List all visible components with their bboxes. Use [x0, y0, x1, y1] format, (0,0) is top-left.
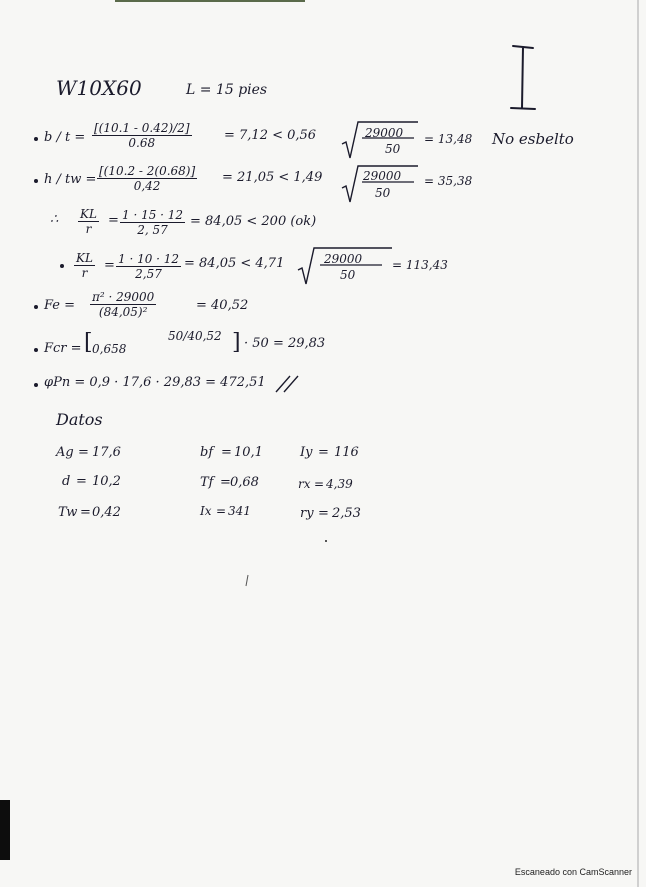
- l2-middle: = 21,05 < 1,49: [222, 170, 323, 185]
- l6-result: · 50 = 29,83: [244, 336, 326, 351]
- l3-lhs-num: KL: [80, 207, 97, 221]
- datos-ix-value: 341: [228, 504, 251, 518]
- l2-numerator: [(10.2 - 2(0.68)]: [99, 164, 196, 178]
- scan-shadow: [0, 800, 10, 860]
- equals: =: [314, 477, 325, 491]
- equals: =: [318, 445, 329, 460]
- therefore-symbol: ∴: [50, 212, 59, 227]
- scan-edge-top: [115, 0, 305, 2]
- l3-lhs-den: r: [85, 222, 92, 236]
- l4-rad-num: 29000: [324, 252, 363, 266]
- l2-result: = 35,38: [424, 174, 473, 188]
- equals: =: [221, 445, 232, 460]
- datos-rx-label: rx: [298, 477, 311, 491]
- l4-numerator: 1 · 10 · 12: [118, 252, 180, 266]
- l2-denominator: 0,42: [133, 179, 161, 193]
- l1-rad-num: 29000: [365, 126, 404, 140]
- l5-result: = 40,52: [196, 298, 249, 313]
- l5-numerator: π² · 29000: [92, 290, 155, 304]
- datos-bf-label: bf: [200, 445, 214, 460]
- pen-dot: [325, 540, 327, 542]
- bullet: [34, 179, 38, 183]
- l6-exponent: 50/40,52: [168, 329, 222, 343]
- l4-lhs-num: KL: [76, 251, 93, 265]
- scan-edge-right: [637, 0, 639, 887]
- l6-lhs: Fcr =: [44, 341, 82, 356]
- l1-lhs: b / t =: [44, 130, 86, 145]
- l1-fraction: [92, 121, 192, 150]
- equals: =: [220, 475, 231, 490]
- l3-result: = 84,05 < 200 (ok): [190, 214, 317, 229]
- l4-middle: = 84,05 < 4,71: [184, 256, 285, 271]
- l2-rad-num: 29000: [363, 169, 402, 183]
- l1-rad-den: 50: [385, 142, 401, 156]
- l3-lhs-fraction: [78, 207, 99, 236]
- l1-numerator: [(10.1 - 0.42)/2]: [94, 121, 190, 135]
- l4-fraction: [116, 252, 181, 281]
- datos-ix-label: Ix: [200, 504, 212, 518]
- datos-ag-label: Ag: [56, 445, 74, 460]
- bullet: [34, 305, 38, 309]
- datos-tw-value: 0,42: [92, 505, 121, 520]
- equals: =: [318, 506, 329, 521]
- bracket-open: [: [84, 330, 93, 355]
- bullet: [60, 264, 64, 268]
- datos-ry-value: 2,53: [332, 506, 361, 521]
- datos-iy-value: 116: [334, 445, 359, 460]
- datos-rx-value: 4,39: [326, 477, 353, 491]
- length-label: L = 15 pies: [186, 82, 268, 98]
- datos-title: Datos: [56, 410, 103, 429]
- double-underline-icon: [274, 372, 304, 394]
- bracket-close: ]: [232, 330, 241, 355]
- datos-ry-label: ry: [300, 506, 314, 521]
- datos-ag-value: 17,6: [92, 445, 121, 460]
- i-beam-icon: [505, 42, 541, 114]
- l2-rad-den: 50: [375, 186, 391, 200]
- datos-tw-label: Tw: [58, 505, 78, 520]
- l3-denominator: 2, 57: [137, 223, 168, 237]
- equals: =: [108, 213, 119, 228]
- l4-lhs-den: r: [81, 266, 88, 280]
- bullet: [34, 137, 38, 141]
- datos-tf-label: Tf: [200, 475, 214, 490]
- l1-denominator: 0.68: [128, 136, 156, 150]
- l5-fraction: [90, 290, 156, 319]
- l4-denominator: 2,57: [135, 267, 162, 281]
- scanner-watermark: Escaneado con CamScanner: [514, 867, 632, 877]
- l2-fraction: [97, 164, 197, 193]
- datos-bf-value: 10,1: [234, 445, 263, 460]
- l4-lhs-fraction: [74, 251, 95, 280]
- l1-note: No esbelto: [492, 130, 574, 148]
- equals: =: [104, 258, 115, 273]
- bullet: [34, 348, 38, 352]
- l2-lhs: h / tw =: [44, 172, 97, 187]
- datos-d-label: d: [62, 474, 71, 489]
- equals: =: [216, 504, 227, 518]
- datos-d-value: 10,2: [92, 474, 121, 489]
- equals: =: [80, 505, 91, 520]
- l4-rad-den: 50: [340, 268, 356, 282]
- l1-middle: = 7,12 < 0,56: [224, 128, 317, 143]
- l6-base: 0,658: [92, 342, 127, 356]
- section-designation: W10X60: [56, 76, 142, 100]
- bullet: [34, 383, 38, 387]
- datos-iy-label: Iy: [300, 445, 313, 460]
- pen-mark: [244, 574, 250, 588]
- l3-numerator: 1 · 15 · 12: [122, 208, 184, 222]
- l1-result: = 13,48: [424, 132, 473, 146]
- equals: =: [76, 474, 87, 489]
- l5-lhs: Fe =: [44, 298, 76, 313]
- equals: =: [78, 445, 89, 460]
- l7-result: φPn = 0,9 · 17,6 · 29,83 = 472,51: [44, 375, 266, 390]
- l4-result: = 113,43: [392, 258, 448, 272]
- l5-denominator: (84,05)²: [98, 305, 148, 319]
- datos-tf-value: 0,68: [230, 475, 259, 490]
- l3-fraction: [120, 208, 185, 237]
